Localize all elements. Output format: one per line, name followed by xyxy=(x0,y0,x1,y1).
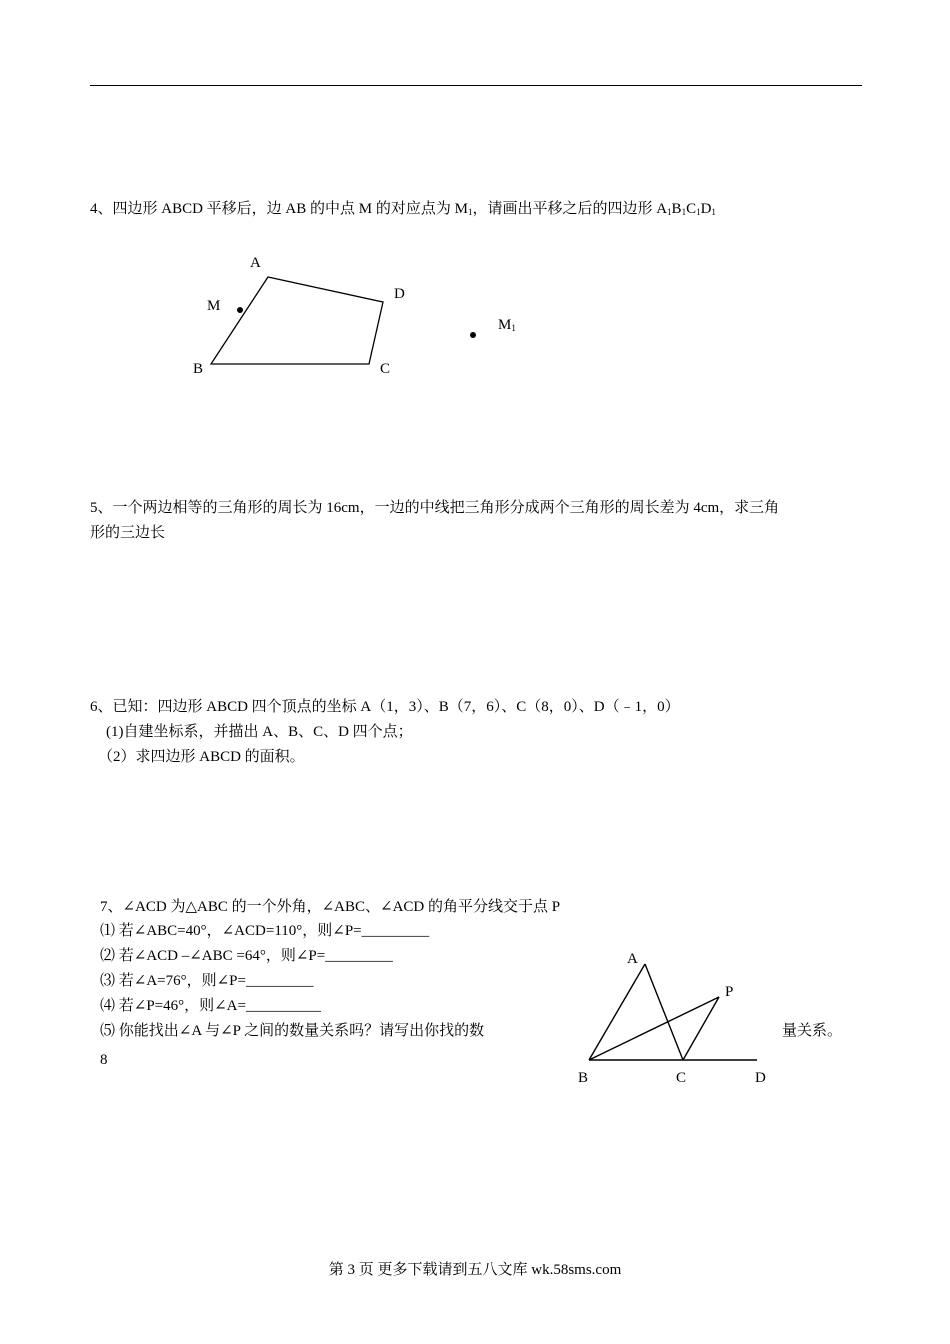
q7-part4: ⑷ 若∠P=46°，则∠A=__________ xyxy=(100,998,321,1014)
q7-part2: ⑵ 若∠ACD –∠ABC =64°，则∠P=_________ xyxy=(100,948,393,964)
q7-part3: ⑶ 若∠A=76°，则∠P=_________ xyxy=(100,973,314,989)
q7-part5-end: 量关系。 xyxy=(782,1023,843,1039)
q7-label-a: A xyxy=(627,951,638,967)
q4-label-b: B xyxy=(193,361,204,377)
q8-number: 8 xyxy=(100,1052,108,1068)
q4-label-m1: $M_1$ xyxy=(498,317,516,333)
segment-ac xyxy=(645,964,683,1060)
segment-bp xyxy=(589,997,719,1060)
q7-label-b: B xyxy=(578,1070,589,1086)
q7-label-c: C xyxy=(676,1070,687,1086)
q7-part1: ⑴ 若∠ABC=40°，∠ACD=110°，则∠P=_________ xyxy=(100,923,430,939)
q5-line2: 形的三边长 xyxy=(90,525,166,541)
q6-line2: (1)自建坐标系，并描出 A、B、C、D 四个点； xyxy=(106,724,413,740)
q4-label-d: D xyxy=(394,286,405,302)
q4-text: 4、四边形 ABCD 平移后，边 AB 的中点 M 的对应点为 $M_1$，请画出平移之后的四边形 $A1B_1C_1D_1$ xyxy=(90,201,716,217)
q6-line3: （2）求四边形 ABCD 的面积。 xyxy=(98,749,305,765)
q7-label-d: D xyxy=(755,1070,766,1086)
q7-part5: ⑸ 你能找出∠A 与∠P 之间的数量关系吗？请写出你找的数 xyxy=(100,1023,485,1039)
segment-ab xyxy=(589,964,645,1060)
q6-line1: 6、已知：四边形 ABCD 四个顶点的坐标 A（1，3）、B（7，6）、C（8，0）、D（﹣1，0） xyxy=(90,699,680,715)
q4-label-c: C xyxy=(380,361,391,377)
page-footer: 第 3 页 更多下载请到五八文库 wk.58sms.com xyxy=(328,1262,622,1278)
q5-line1: 5、一个两边相等的三角形的周长为 16cm，一边的中线把三角形分成两个三角形的周长差为 4cm，求三角 xyxy=(90,500,780,516)
q4-label-m: M xyxy=(207,298,221,314)
q4-label-a: A xyxy=(250,255,261,271)
q7-title: 7、∠ACD 为△ABC 的一个外角，∠ABC、∠ACD 的角平分线交于点 P xyxy=(100,899,561,915)
q7-label-p: P xyxy=(725,984,734,1000)
